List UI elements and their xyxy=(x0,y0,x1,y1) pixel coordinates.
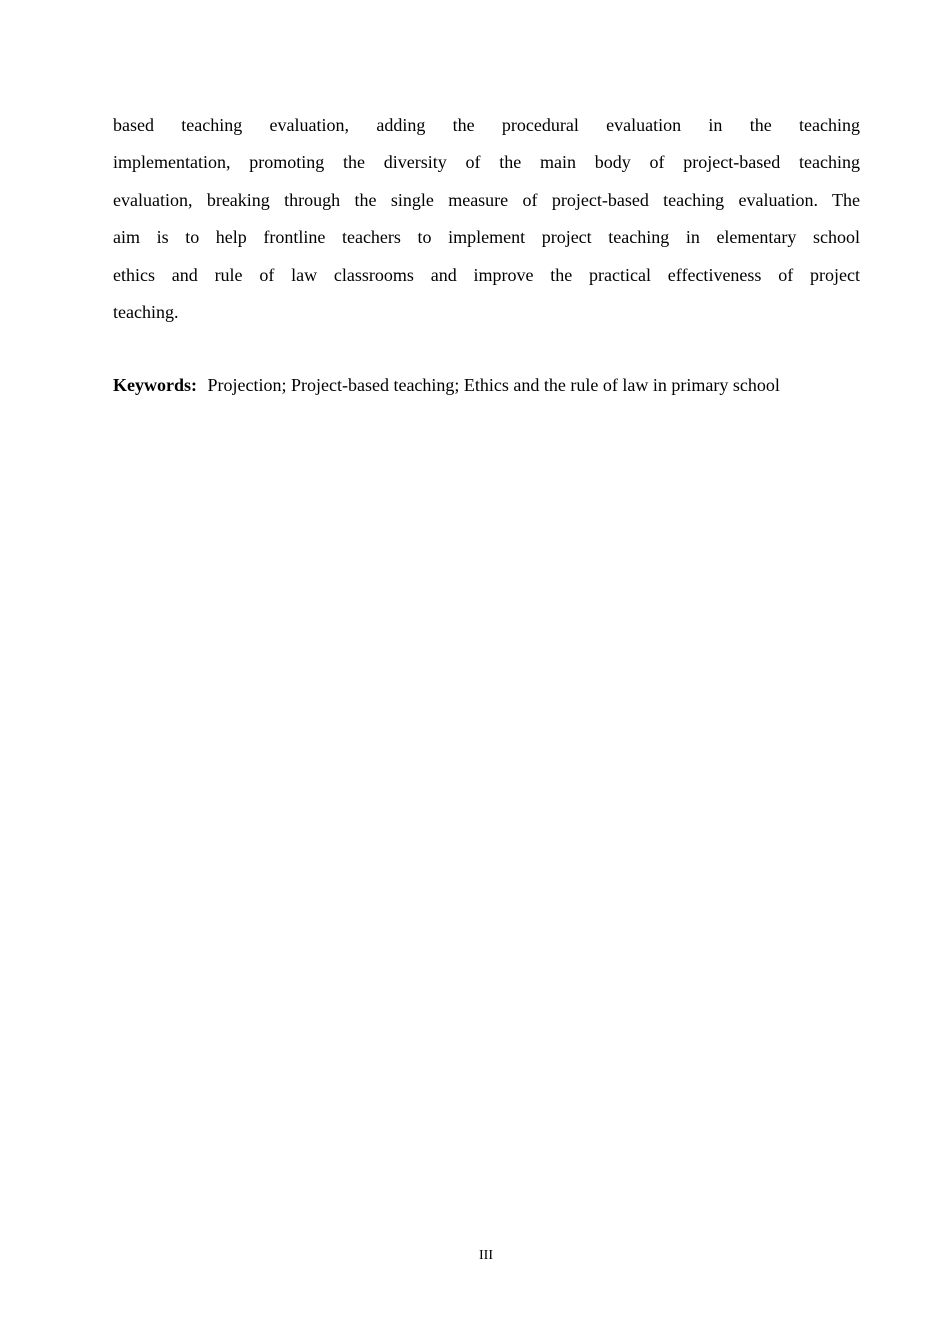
abstract-line: teaching. xyxy=(113,302,179,323)
keywords-text: Projection; Project-based teaching; Ethics and the rule of law in primary school xyxy=(207,375,780,395)
abstract-line: ethics and rule of law classrooms and improve the practical effectiveness of project xyxy=(113,264,860,285)
abstract-line: aim is to help frontline teachers to implement project teaching in elementary school xyxy=(113,227,860,248)
abstract-line: evaluation, breaking through the single measure of project-based teaching evaluation. The xyxy=(113,189,860,210)
abstract-line: implementation, promoting the diversity of the main body of project-based teaching xyxy=(113,152,860,173)
keywords-line xyxy=(113,370,873,400)
keywords-label: Keywords: xyxy=(113,375,197,395)
abstract-paragraph xyxy=(113,107,860,331)
page-number: III xyxy=(479,1248,493,1263)
abstract-line: based teaching evaluation, adding the procedural evaluation in the teaching xyxy=(113,115,860,135)
